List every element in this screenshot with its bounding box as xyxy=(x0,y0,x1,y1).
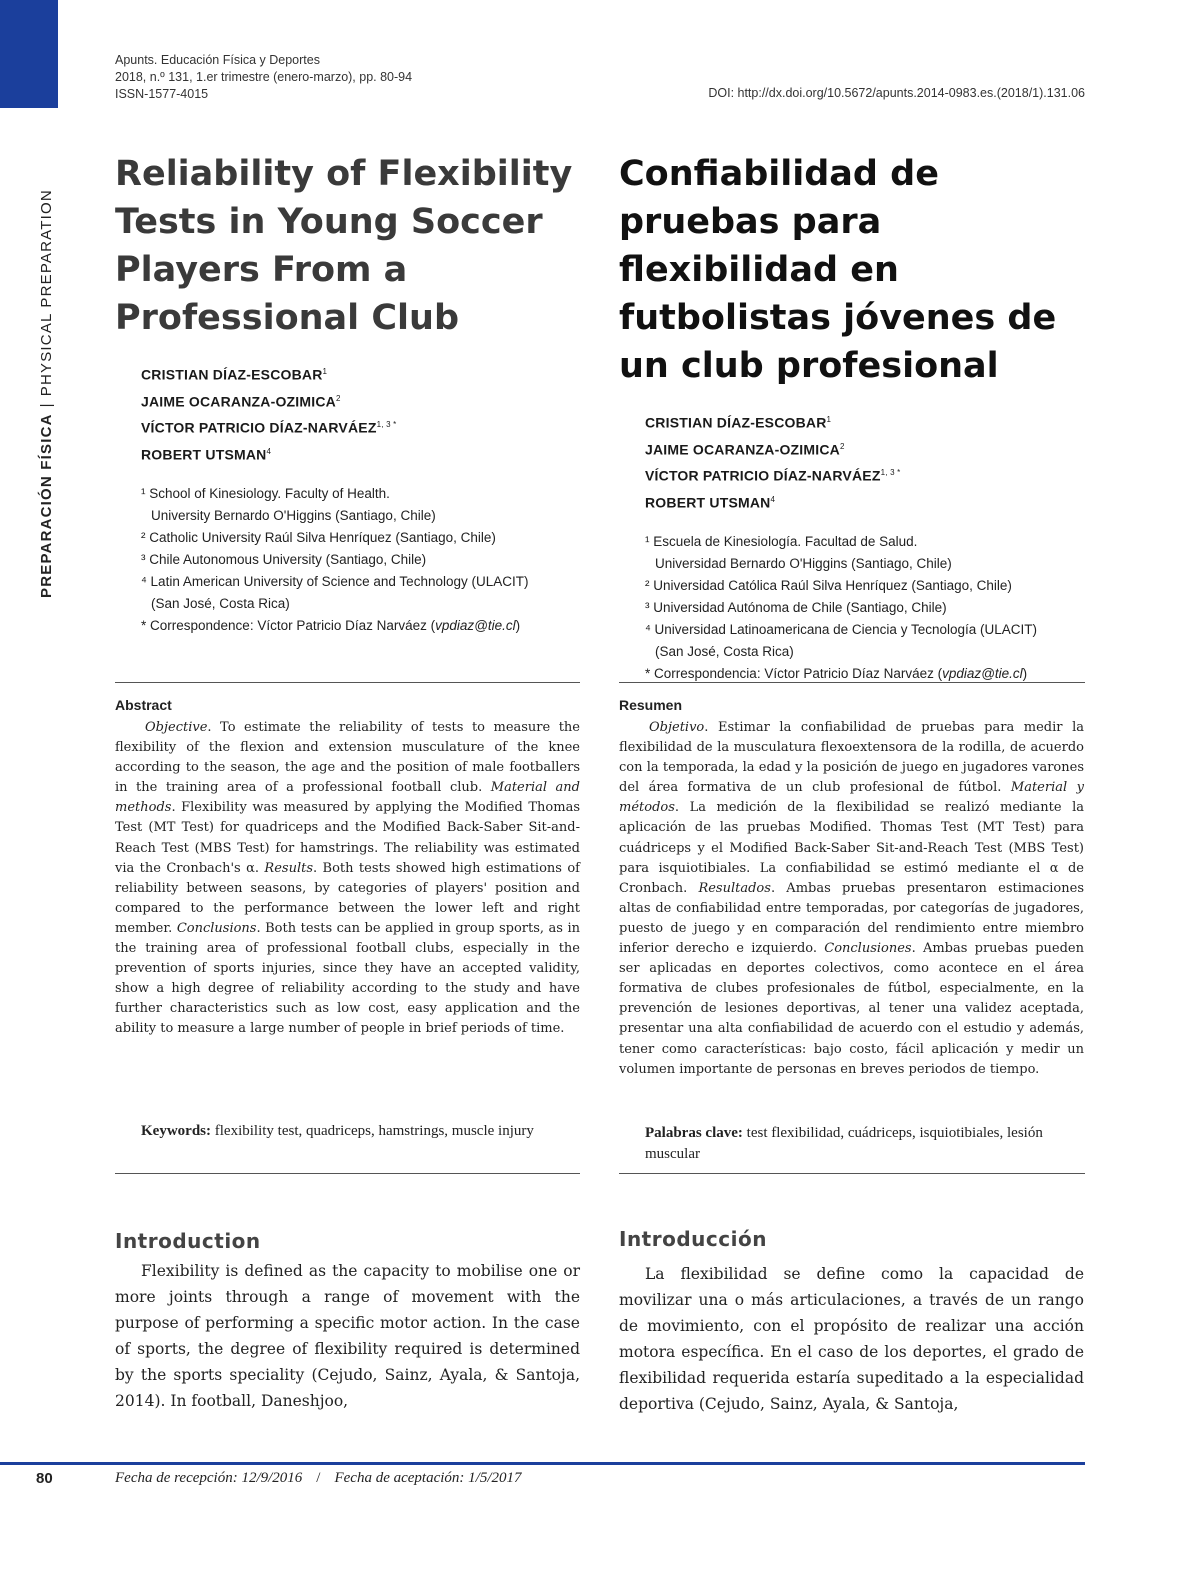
introduction-heading: Introduction xyxy=(115,1229,261,1253)
english-authors xyxy=(141,360,580,467)
abstract-run: . To estimate the reliability of tests to measure the flexibility of the flexion and extension musculature of the knee according to the season, the age and the position of male footballers in the training area of a professional football club. xyxy=(115,720,580,796)
page-number: 80 xyxy=(36,1470,53,1487)
affiliation-line: ³ Chile Autonomous University (Santiago, Chile) xyxy=(141,551,427,567)
keywords-list: flexibility test, quadriceps, hamstrings, muscle injury xyxy=(211,1123,534,1139)
abstract-top-rule-en xyxy=(115,682,580,683)
abstract-run: . La medición de la flexibilidad se realizó mediante la aplicación de las pruebas Modified. Thomas Test (MT Test) para cuádriceps y el Modified Back-Saber Sit-and-Reach Test (MBS Test) para isquiotibiales. La confiabilidad se estimó mediante el α de Cronbach. xyxy=(619,800,1084,896)
author-line: ROBERT UTSMAN$^4$ xyxy=(141,446,272,463)
author-line: ROBERT UTSMAN$^4$ xyxy=(645,494,776,511)
author-line: CRISTIAN DÍAZ-ESCOBAR$^1$ xyxy=(141,366,328,383)
affiliation-line: ⁴ Universidad Latinoamericana de Ciencia y Tecnología (ULACIT) xyxy=(645,621,1037,637)
spanish-title: Confiabilidad de pruebas para flexibilidad en futbolistas jóvenes de un club profesional xyxy=(619,154,1057,386)
footer-rule xyxy=(0,1462,1085,1465)
journal-header xyxy=(115,52,412,103)
introduccion-text: La flexibilidad se define como la capacidad de movilizar una o más articulaciones, a través de un rango de movimiento, con el propósito de realizar una acción motora específica. En el caso de los deportes, el grado de flexibilidad requerida estaría supeditado a la especialidad deportiva (Cejudo, Sainz, Ayala, & Santoja, xyxy=(619,1265,1084,1413)
abstract-subheading: Resultados xyxy=(698,880,771,896)
abstract-text xyxy=(115,718,580,1040)
abstract-subheading: Results xyxy=(264,860,314,876)
affiliation-line: University Bernardo O'Higgins (Santiago, Chile) xyxy=(151,507,436,523)
abstract-bottom-rule-es xyxy=(619,1173,1085,1174)
correspondence-line: * Correspondence: Víctor Patricio Díaz Narváez (vpdiaz@tie.cl) xyxy=(141,617,521,633)
correspondence-line: * Correspondencia: Víctor Patricio Díaz Narváez (vpdiaz@tie.cl) xyxy=(645,665,1028,681)
side-label-es: PREPARACIÓN FÍSICA xyxy=(38,413,55,598)
author-line: JAIME OCARANZA-OZIMICA$^2$ xyxy=(645,441,845,458)
journal-issn: ISSN-1577-4015 xyxy=(115,87,209,101)
introduccion-heading: Introducción xyxy=(619,1227,767,1251)
english-header-column xyxy=(115,150,580,637)
abstract-run: . Ambas pruebas presentaron estimaciones altas de confiabilidad entre temporadas, por categorías de jugadores, puesto de juego y en comparación del rendimiento entre miembro inferior derecho e izquierdo. xyxy=(619,880,1084,957)
affiliation-line: ¹ Escuela de Kinesiología. Facultad de Salud. xyxy=(645,533,918,549)
spanish-affiliations xyxy=(645,531,1084,685)
abstract-subheading: Objetivo xyxy=(649,720,705,735)
side-label-separator: | xyxy=(38,402,55,408)
abstract-run: . Estimar la confiabilidad de pruebas para medir la flexibilidad de la musculatura flexoextensora de la rodilla, de acuerdo con la temporada, la edad y la posición de juego en jugadores varones del área formativa de un club profesional de fútbol. xyxy=(619,720,1084,796)
palabras-clave xyxy=(619,1123,1085,1165)
abstract-run: . Ambas pruebas pueden ser aplicadas en deportes colectivos, como acontece en el área formativa de clubes profesionales de fútbol, especialmente, en la prevención de lesiones deportivas, al tener una validez aceptada, presentar una alta confiabilidad de acuerdo con el estudio y además, tener como características: bajo costo, fácil aplicación y medir un volumen importante de personas en breves periodos de tiempo. xyxy=(619,941,1084,1077)
submission-dates xyxy=(115,1470,522,1487)
doi-link[interactable]: DOI: http://dx.doi.org/10.5672/apunts.2014-0983.es.(2018/1).131.06 xyxy=(708,86,1085,100)
abstract-subheading: Conclusiones xyxy=(824,941,912,957)
author-line: VÍCTOR PATRICIO DÍAZ-$NARVÁEZ^{1, 3 *}$ xyxy=(645,467,901,484)
author-line: JAIME OCARANZA-OZIMICA$^2$ xyxy=(141,393,341,410)
correspondence-email[interactable]: vpdiaz@tie.cl xyxy=(435,617,516,633)
spanish-authors xyxy=(645,408,1084,515)
keywords-label: Keywords: xyxy=(141,1123,211,1139)
abstract-run: . Both tests showed high estimations of reliability between seasons, by categories of players' position and compared to the performance between the lower left and right member. xyxy=(115,860,580,936)
resumen-text xyxy=(619,718,1084,1080)
side-label-en: PHYSICAL PREPARATION xyxy=(38,189,55,397)
english-title: Reliability of Flexibility Tests in Young Soccer Players From a Professional Club xyxy=(115,154,573,338)
keywords-label: Palabras clave: xyxy=(645,1125,743,1141)
affiliation-line: Universidad Bernardo O'Higgins (Santiago, Chile) xyxy=(655,555,952,571)
affiliation-line: ¹ School of Kinesiology. Faculty of Health. xyxy=(141,485,390,501)
resumen-heading: Resumen xyxy=(619,697,683,713)
abstract-heading: Abstract xyxy=(115,697,172,713)
spanish-header-column xyxy=(619,150,1084,685)
correspondence-email[interactable]: vpdiaz@tie.cl xyxy=(942,665,1023,681)
affiliation-line: (San José, Costa Rica) xyxy=(151,595,290,611)
author-line: CRISTIAN DÍAZ-ESCOBAR$^1$ xyxy=(645,414,832,431)
author-line: VÍCTOR PATRICIO DÍAZ-$NARVÁEZ^{1, 3 *}$ xyxy=(141,419,397,436)
abstract-run: . Flexibility was measured by applying the Modified Thomas Test (MT Test) for quadriceps and the Modified Back-Saber Sit-and-Reach Test (MBS Test) for hamstrings. The reliability was estimated via the Cronbach's α. xyxy=(115,800,580,876)
abstract-subheading: Conclusions xyxy=(176,920,257,936)
received-date: Fecha de recepción: 12/9/2016 xyxy=(115,1470,303,1486)
section-side-label xyxy=(38,138,55,598)
abstract-subheading: Objective xyxy=(145,720,208,735)
english-affiliations xyxy=(141,483,580,637)
abstract-top-rule-es xyxy=(619,682,1085,683)
journal-name: Apunts. Educación Física y Deportes xyxy=(115,53,320,67)
keywords xyxy=(115,1121,581,1142)
section-color-tab xyxy=(0,0,58,108)
affiliation-line: ² Universidad Católica Raúl Silva Henríquez (Santiago, Chile) xyxy=(645,577,1012,593)
accepted-date: Fecha de aceptación: 1/5/2017 xyxy=(334,1470,522,1486)
abstract-run: . Both tests can be applied in group sports, as in the training area of professional football clubs, especially in the prevention of sports injuries, since they have an accepted validity, show a high degree of reliability according to the study and have further characteristics such as low cost, easy application and the ability to measure a large number of people in brief periods of time. xyxy=(115,920,580,1037)
introduction-text: Flexibility is defined as the capacity to mobilise one or more joints through a range of movement with the purpose of performing a specific motor action. In the case of sports, the degree of flexibility required is determined by the sports speciality (Cejudo, Sainz, Ayala, & Santoja, 2014). In football, Daneshjoo, xyxy=(115,1262,580,1410)
affiliation-line: ⁴ Latin American University of Science and Technology (ULACIT) xyxy=(141,573,529,589)
journal-issue: 2018, n.º 131, 1.er trimestre (enero-marzo), pp. 80-94 xyxy=(115,70,413,84)
keywords-list: test flexibilidad, cuádriceps, isquiotibiales, lesión muscular xyxy=(645,1125,1043,1162)
date-separator: / xyxy=(316,1470,321,1486)
abstract-subheading: Material y métodos xyxy=(619,780,1084,816)
affiliation-line: (San José, Costa Rica) xyxy=(655,643,794,659)
affiliation-line: ³ Universidad Autónoma de Chile (Santiago, Chile) xyxy=(645,599,947,615)
affiliation-line: ² Catholic University Raúl Silva Henríquez (Santiago, Chile) xyxy=(141,529,496,545)
abstract-subheading: Material and methods xyxy=(115,780,580,816)
abstract-bottom-rule-en xyxy=(115,1173,580,1174)
